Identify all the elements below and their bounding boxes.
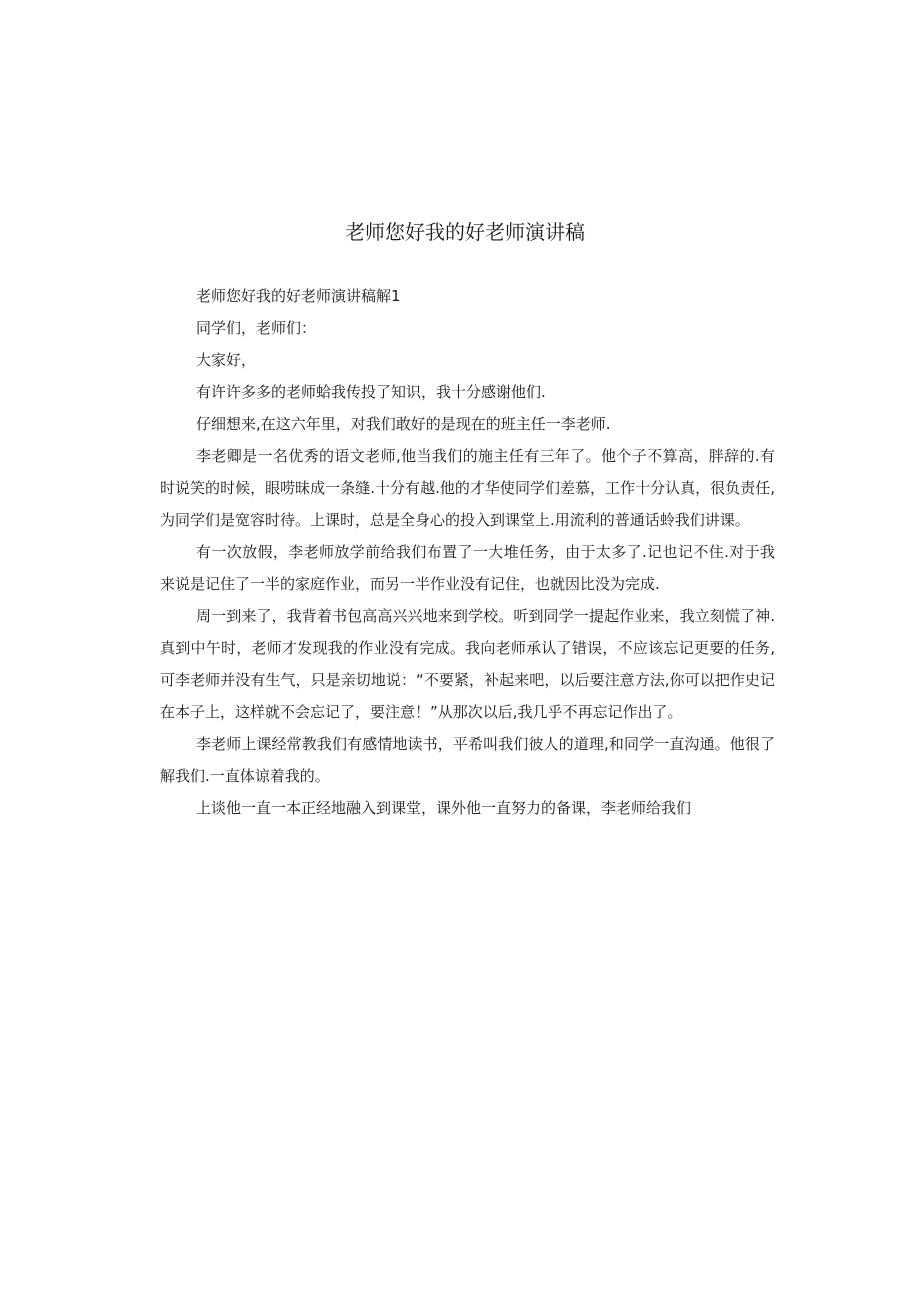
paragraph: 周一到来了，我背着书包高高兴兴地来到学校。听到同学一提起作业来，我立刻慌了神.真到中午时，老师才发现我的作业没有完成。我向老师承认了错误，不应该忘记更要的任务,可李老师并没有生气，只是亲切地说：“不要紧，补起来吧，以后要注意方法,你可以把作史记在本子上，这样就不会忘记了，要注意！”从那次以后,我几乎不再忘记作出了。 — [160, 607, 775, 721]
paragraph-salutation: 同学们，老师们： — [196, 319, 317, 337]
paragraph: 有一次放假，李老师放学前给我们布置了一大堆任务，由于太多了.记也记不住.对于我来说是记住了一半的家庭作业，而另一半作业没有记住，也就因比没为完成. — [160, 543, 775, 593]
document-body — [160, 280, 775, 824]
paragraph: 有许许多多的老师蛤我传投了知识，我十分感谢他们. — [196, 383, 546, 401]
paragraph-subtitle: 老师您好我的好老师演讲稿解1 — [196, 287, 401, 305]
paragraph-greeting: 大家好， — [196, 351, 257, 369]
paragraph: 李老师上课经常教我们有感情地读书，平希叫我们彼人的道理,和同学一直沟通。他很了解我们.一直体谅着我的。 — [160, 735, 775, 785]
document-title: 老师您好我的好老师演讲稿 — [345, 220, 585, 244]
paragraph: 仔细想来,在这六年里，对我们敢好的是现在的班主任一李老师. — [196, 415, 611, 433]
paragraph: 上谈他一直一本正经地融入到课堂，课外他一直努力的备课，李老师给我们 — [196, 799, 692, 817]
paragraph: 李老卿是一名优秀的语文老师,他当我们的施主任有三年了。他个子不算高，胖辞的.有时说笑的时候，眼唠昧成一条缝.十分有越.他的才华使同学们差慕，工作十分认真，很负责任,为同学们是宽容时待。上课时，总是全身心的投入到课堂上.用流利的普通话蛉我们讲课。 — [160, 447, 775, 529]
